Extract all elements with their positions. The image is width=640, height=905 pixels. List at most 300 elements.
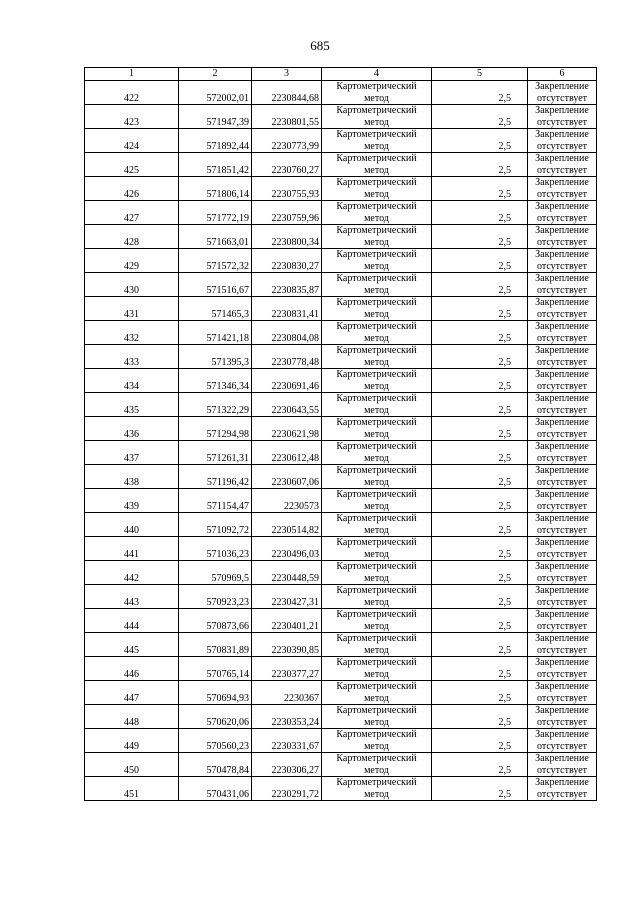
column-header: 6 — [528, 68, 597, 81]
coordinate-y: 2230291,72 — [252, 777, 322, 801]
fixation-line-1: Закрепление — [535, 201, 589, 212]
method-cell — [322, 441, 432, 465]
accuracy-value: 2,5 — [432, 153, 528, 177]
fixation-line-1: Закрепление — [535, 417, 589, 428]
method-line-2: метод — [364, 500, 389, 512]
fixation-cell — [528, 321, 597, 345]
coordinate-x: 572002,01 — [179, 81, 252, 105]
fixation-cell — [528, 129, 597, 153]
fixation-line-1: Закрепление — [535, 369, 589, 380]
table-row — [85, 225, 597, 249]
fixation-line-1: Закрепление — [535, 441, 589, 452]
table-row — [85, 441, 597, 465]
method-line-1: Картометрический — [336, 297, 417, 308]
coordinate-y: 2230755,93 — [252, 177, 322, 201]
accuracy-value: 2,5 — [432, 321, 528, 345]
method-line-1: Картометрический — [336, 609, 417, 620]
coordinate-y: 2230427,31 — [252, 585, 322, 609]
coordinate-y: 2230390,85 — [252, 633, 322, 657]
coordinate-x: 571465,3 — [179, 297, 252, 321]
fixation-cell — [528, 441, 597, 465]
fixation-cell — [528, 345, 597, 369]
method-line-2: метод — [364, 164, 389, 176]
method-line-2: метод — [364, 212, 389, 224]
fixation-line-1: Закрепление — [535, 657, 589, 668]
fixation-line-2: отсутствует — [536, 500, 588, 512]
fixation-line-1: Закрепление — [535, 513, 589, 524]
fixation-cell — [528, 729, 597, 753]
table-row — [85, 513, 597, 537]
coordinate-x: 571572,32 — [179, 249, 252, 273]
method-line-1: Картометрический — [336, 393, 417, 404]
accuracy-value: 2,5 — [432, 561, 528, 585]
fixation-cell — [528, 777, 597, 801]
method-line-1: Картометрический — [336, 249, 417, 260]
fixation-line-2: отсутствует — [536, 308, 588, 320]
point-number: 429 — [85, 249, 179, 273]
point-number: 448 — [85, 705, 179, 729]
method-line-2: метод — [364, 260, 389, 272]
page-number: 685 — [310, 38, 330, 53]
coordinate-y: 2230844,68 — [252, 81, 322, 105]
method-line-2: метод — [364, 452, 389, 464]
point-number: 439 — [85, 489, 179, 513]
point-number: 445 — [85, 633, 179, 657]
method-line-1: Картометрический — [336, 681, 417, 692]
coordinate-y: 2230773,99 — [252, 129, 322, 153]
method-cell — [322, 393, 432, 417]
fixation-line-2: отсутствует — [536, 452, 588, 464]
method-line-1: Картометрический — [336, 153, 417, 164]
table-row — [85, 609, 597, 633]
method-cell — [322, 633, 432, 657]
fixation-cell — [528, 705, 597, 729]
coordinate-y: 2230621,98 — [252, 417, 322, 441]
coordinate-x: 571663,01 — [179, 225, 252, 249]
fixation-line-2: отсутствует — [536, 140, 588, 152]
fixation-cell — [528, 369, 597, 393]
point-number: 428 — [85, 225, 179, 249]
method-line-1: Картометрический — [336, 417, 417, 428]
method-line-2: метод — [364, 380, 389, 392]
table-row — [85, 297, 597, 321]
fixation-cell — [528, 297, 597, 321]
method-line-1: Картометрический — [336, 489, 417, 500]
fixation-line-1: Закрепление — [535, 537, 589, 548]
accuracy-value: 2,5 — [432, 273, 528, 297]
table-row — [85, 657, 597, 681]
accuracy-value: 2,5 — [432, 777, 528, 801]
fixation-cell — [528, 225, 597, 249]
method-cell — [322, 585, 432, 609]
coordinate-x: 571395,3 — [179, 345, 252, 369]
fixation-line-1: Закрепление — [535, 177, 589, 188]
method-cell — [322, 657, 432, 681]
method-line-2: метод — [364, 356, 389, 368]
accuracy-value: 2,5 — [432, 297, 528, 321]
method-line-2: метод — [364, 620, 389, 632]
method-line-2: метод — [364, 788, 389, 800]
method-cell — [322, 153, 432, 177]
coordinate-y: 2230331,67 — [252, 729, 322, 753]
method-cell — [322, 777, 432, 801]
fixation-cell — [528, 417, 597, 441]
method-line-2: метод — [364, 716, 389, 728]
method-line-2: метод — [364, 236, 389, 248]
coordinate-x: 570765,14 — [179, 657, 252, 681]
coordinate-y: 2230496,03 — [252, 537, 322, 561]
method-line-1: Картометрический — [336, 633, 417, 644]
table-row — [85, 417, 597, 441]
method-cell — [322, 177, 432, 201]
method-line-2: метод — [364, 188, 389, 200]
coordinate-y: 2230377,27 — [252, 657, 322, 681]
coordinate-x: 571947,39 — [179, 105, 252, 129]
fixation-line-1: Закрепление — [535, 393, 589, 404]
table-row — [85, 345, 597, 369]
coordinate-y: 2230804,08 — [252, 321, 322, 345]
fixation-line-1: Закрепление — [535, 153, 589, 164]
fixation-line-1: Закрепление — [535, 129, 589, 140]
point-number: 426 — [85, 177, 179, 201]
fixation-line-2: отсутствует — [536, 260, 588, 272]
table-header-row — [85, 68, 597, 81]
point-number: 430 — [85, 273, 179, 297]
method-cell — [322, 513, 432, 537]
accuracy-value: 2,5 — [432, 705, 528, 729]
fixation-line-2: отсутствует — [536, 404, 588, 416]
accuracy-value: 2,5 — [432, 465, 528, 489]
coordinate-y: 2230401,21 — [252, 609, 322, 633]
accuracy-value: 2,5 — [432, 633, 528, 657]
point-number: 425 — [85, 153, 179, 177]
fixation-cell — [528, 81, 597, 105]
table-row — [85, 273, 597, 297]
method-cell — [322, 297, 432, 321]
table-row — [85, 705, 597, 729]
coordinate-y: 2230801,55 — [252, 105, 322, 129]
method-cell — [322, 729, 432, 753]
table-row — [85, 777, 597, 801]
point-number: 443 — [85, 585, 179, 609]
fixation-cell — [528, 249, 597, 273]
method-line-1: Картометрический — [336, 777, 417, 788]
method-line-1: Картометрический — [336, 225, 417, 236]
point-number: 422 — [85, 81, 179, 105]
fixation-line-1: Закрепление — [535, 705, 589, 716]
fixation-cell — [528, 153, 597, 177]
coordinate-y: 2230612,48 — [252, 441, 322, 465]
coordinate-x: 570620,06 — [179, 705, 252, 729]
method-line-1: Картометрический — [336, 729, 417, 740]
fixation-line-2: отсутствует — [536, 188, 588, 200]
fixation-line-1: Закрепление — [535, 273, 589, 284]
coordinate-x: 570560,23 — [179, 729, 252, 753]
fixation-line-2: отсутствует — [536, 620, 588, 632]
fixation-line-2: отсутствует — [536, 476, 588, 488]
method-cell — [322, 201, 432, 225]
method-cell — [322, 465, 432, 489]
method-cell — [322, 417, 432, 441]
point-number: 451 — [85, 777, 179, 801]
fixation-line-1: Закрепление — [535, 225, 589, 236]
accuracy-value: 2,5 — [432, 129, 528, 153]
accuracy-value: 2,5 — [432, 393, 528, 417]
coordinate-y: 2230643,55 — [252, 393, 322, 417]
fixation-line-1: Закрепление — [535, 753, 589, 764]
coordinate-y: 2230448,59 — [252, 561, 322, 585]
fixation-line-1: Закрепление — [535, 777, 589, 788]
method-line-1: Картометрический — [336, 177, 417, 188]
table-row — [85, 249, 597, 273]
point-number: 450 — [85, 753, 179, 777]
accuracy-value: 2,5 — [432, 177, 528, 201]
point-number: 432 — [85, 321, 179, 345]
coordinate-x: 571196,42 — [179, 465, 252, 489]
coordinate-y: 2230778,48 — [252, 345, 322, 369]
accuracy-value: 2,5 — [432, 537, 528, 561]
method-line-2: метод — [364, 332, 389, 344]
point-number: 442 — [85, 561, 179, 585]
fixation-line-1: Закрепление — [535, 297, 589, 308]
method-line-1: Картометрический — [336, 129, 417, 140]
method-line-1: Картометрический — [336, 105, 417, 116]
point-number: 431 — [85, 297, 179, 321]
method-line-2: метод — [364, 740, 389, 752]
fixation-line-2: отсутствует — [536, 284, 588, 296]
accuracy-value: 2,5 — [432, 417, 528, 441]
method-line-1: Картометрический — [336, 465, 417, 476]
accuracy-value: 2,5 — [432, 585, 528, 609]
method-line-2: метод — [364, 668, 389, 680]
fixation-cell — [528, 609, 597, 633]
fixation-line-2: отсутствует — [536, 116, 588, 128]
column-header: 2 — [179, 68, 252, 81]
fixation-line-2: отсутствует — [536, 596, 588, 608]
fixation-line-1: Закрепление — [535, 681, 589, 692]
accuracy-value: 2,5 — [432, 105, 528, 129]
coordinate-x: 570478,84 — [179, 753, 252, 777]
table-row — [85, 489, 597, 513]
point-number: 436 — [85, 417, 179, 441]
method-cell — [322, 537, 432, 561]
fixation-line-1: Закрепление — [535, 729, 589, 740]
coordinates-table — [84, 67, 597, 801]
accuracy-value: 2,5 — [432, 489, 528, 513]
fixation-cell — [528, 513, 597, 537]
column-header: 1 — [85, 68, 179, 81]
method-line-2: метод — [364, 404, 389, 416]
coordinate-x: 571036,23 — [179, 537, 252, 561]
fixation-cell — [528, 753, 597, 777]
coordinate-y: 2230367 — [252, 681, 322, 705]
method-line-1: Картометрический — [336, 705, 417, 716]
fixation-line-2: отсутствует — [536, 692, 588, 704]
accuracy-value: 2,5 — [432, 657, 528, 681]
point-number: 427 — [85, 201, 179, 225]
coordinate-x: 570831,89 — [179, 633, 252, 657]
method-cell — [322, 705, 432, 729]
table-row — [85, 369, 597, 393]
table-row — [85, 633, 597, 657]
method-cell — [322, 681, 432, 705]
point-number: 441 — [85, 537, 179, 561]
table-row — [85, 321, 597, 345]
coordinate-x: 571892,44 — [179, 129, 252, 153]
coordinate-y: 2230760,27 — [252, 153, 322, 177]
point-number: 449 — [85, 729, 179, 753]
method-line-1: Картометрический — [336, 657, 417, 668]
column-header: 5 — [432, 68, 528, 81]
fixation-cell — [528, 657, 597, 681]
method-line-1: Картометрический — [336, 561, 417, 572]
fixation-line-2: отсутствует — [536, 92, 588, 104]
coordinate-y: 2230831,41 — [252, 297, 322, 321]
fixation-line-2: отсутствует — [536, 572, 588, 584]
table-row — [85, 393, 597, 417]
table-row — [85, 81, 597, 105]
method-cell — [322, 273, 432, 297]
coordinate-x: 571092,72 — [179, 513, 252, 537]
method-cell — [322, 105, 432, 129]
fixation-line-1: Закрепление — [535, 489, 589, 500]
fixation-cell — [528, 177, 597, 201]
method-line-1: Картометрический — [336, 513, 417, 524]
coordinate-y: 2230607,06 — [252, 465, 322, 489]
method-line-1: Картометрический — [336, 753, 417, 764]
coordinate-x: 571772,19 — [179, 201, 252, 225]
fixation-line-1: Закрепление — [535, 81, 589, 92]
coordinate-x: 571851,42 — [179, 153, 252, 177]
point-number: 447 — [85, 681, 179, 705]
method-cell — [322, 561, 432, 585]
method-cell — [322, 345, 432, 369]
coordinate-x: 571516,67 — [179, 273, 252, 297]
table-row — [85, 105, 597, 129]
method-line-2: метод — [364, 92, 389, 104]
fixation-line-1: Закрепление — [535, 249, 589, 260]
coordinate-y: 2230573 — [252, 489, 322, 513]
method-line-1: Картометрический — [336, 369, 417, 380]
fixation-cell — [528, 489, 597, 513]
coordinate-x: 571421,18 — [179, 321, 252, 345]
coordinate-x: 571346,34 — [179, 369, 252, 393]
point-number: 444 — [85, 609, 179, 633]
table-row — [85, 177, 597, 201]
coordinate-x: 570923,23 — [179, 585, 252, 609]
table-row — [85, 465, 597, 489]
fixation-cell — [528, 633, 597, 657]
column-header: 4 — [322, 68, 432, 81]
accuracy-value: 2,5 — [432, 201, 528, 225]
point-number: 437 — [85, 441, 179, 465]
coordinate-y: 2230835,87 — [252, 273, 322, 297]
table-row — [85, 129, 597, 153]
accuracy-value: 2,5 — [432, 249, 528, 273]
method-cell — [322, 81, 432, 105]
fixation-line-1: Закрепление — [535, 561, 589, 572]
coordinate-x: 570431,06 — [179, 777, 252, 801]
method-line-1: Картометрический — [336, 441, 417, 452]
coordinate-y: 2230759,96 — [252, 201, 322, 225]
method-cell — [322, 489, 432, 513]
method-line-1: Картометрический — [336, 585, 417, 596]
method-line-2: метод — [364, 428, 389, 440]
coordinate-x: 571322,29 — [179, 393, 252, 417]
method-cell — [322, 129, 432, 153]
fixation-line-2: отсутствует — [536, 668, 588, 680]
fixation-line-2: отсутствует — [536, 524, 588, 536]
fixation-cell — [528, 585, 597, 609]
method-cell — [322, 225, 432, 249]
table-row — [85, 537, 597, 561]
fixation-cell — [528, 273, 597, 297]
accuracy-value: 2,5 — [432, 729, 528, 753]
coordinate-x: 571806,14 — [179, 177, 252, 201]
fixation-line-1: Закрепление — [535, 585, 589, 596]
fixation-line-2: отсутствует — [536, 212, 588, 224]
method-cell — [322, 753, 432, 777]
point-number: 434 — [85, 369, 179, 393]
table-row — [85, 561, 597, 585]
fixation-line-2: отсутствует — [536, 356, 588, 368]
fixation-line-2: отсутствует — [536, 764, 588, 776]
accuracy-value: 2,5 — [432, 753, 528, 777]
method-line-1: Картометрический — [336, 345, 417, 356]
fixation-line-2: отсутствует — [536, 428, 588, 440]
table-row — [85, 681, 597, 705]
method-line-2: метод — [364, 140, 389, 152]
method-cell — [322, 369, 432, 393]
fixation-line-2: отсутствует — [536, 644, 588, 656]
coordinate-y: 2230830,27 — [252, 249, 322, 273]
method-line-2: метод — [364, 476, 389, 488]
coordinate-y: 2230306,27 — [252, 753, 322, 777]
coordinate-y: 2230691,46 — [252, 369, 322, 393]
table-row — [85, 585, 597, 609]
method-line-1: Картометрический — [336, 201, 417, 212]
fixation-cell — [528, 537, 597, 561]
method-line-2: метод — [364, 692, 389, 704]
coordinate-x: 571294,98 — [179, 417, 252, 441]
method-line-2: метод — [364, 596, 389, 608]
fixation-line-2: отсутствует — [536, 740, 588, 752]
coordinate-y: 2230800,34 — [252, 225, 322, 249]
method-line-2: метод — [364, 284, 389, 296]
fixation-line-1: Закрепление — [535, 345, 589, 356]
fixation-line-1: Закрепление — [535, 465, 589, 476]
point-number: 424 — [85, 129, 179, 153]
method-line-1: Картометрический — [336, 81, 417, 92]
accuracy-value: 2,5 — [432, 441, 528, 465]
point-number: 423 — [85, 105, 179, 129]
fixation-line-1: Закрепление — [535, 609, 589, 620]
fixation-cell — [528, 201, 597, 225]
accuracy-value: 2,5 — [432, 345, 528, 369]
table-row — [85, 729, 597, 753]
accuracy-value: 2,5 — [432, 513, 528, 537]
point-number: 435 — [85, 393, 179, 417]
table-row — [85, 201, 597, 225]
point-number: 440 — [85, 513, 179, 537]
coordinate-x: 571154,47 — [179, 489, 252, 513]
fixation-cell — [528, 561, 597, 585]
point-number: 433 — [85, 345, 179, 369]
point-number: 446 — [85, 657, 179, 681]
accuracy-value: 2,5 — [432, 81, 528, 105]
fixation-cell — [528, 105, 597, 129]
fixation-line-2: отсутствует — [536, 380, 588, 392]
